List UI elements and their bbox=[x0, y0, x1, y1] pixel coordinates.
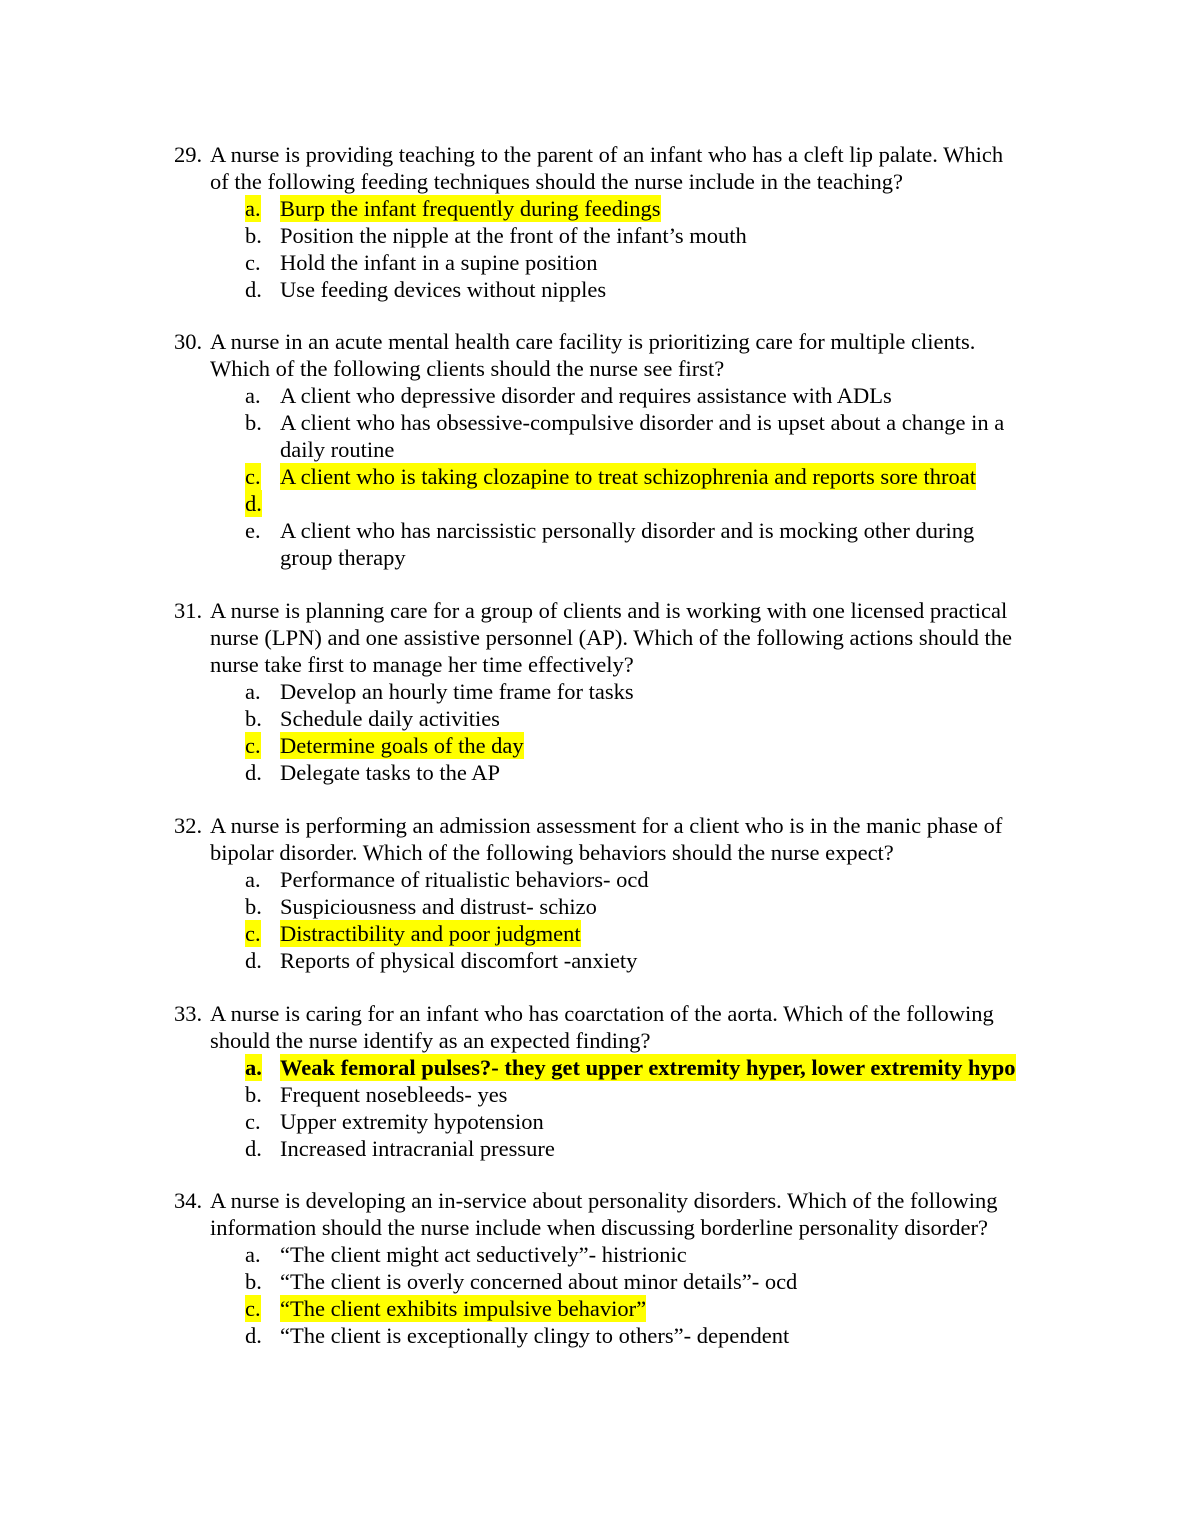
question-number: 30. bbox=[174, 329, 203, 354]
option-text: Distractibility and poor judgment bbox=[280, 921, 581, 946]
question-text: should the nurse identify as an expected finding? bbox=[210, 1028, 651, 1053]
option-letter: c. bbox=[245, 921, 261, 946]
option-text: Suspiciousness and distrust- schizo bbox=[280, 894, 597, 919]
option-letter: d. bbox=[245, 491, 262, 516]
question-text: bipolar disorder. Which of the following behaviors should the nurse expect? bbox=[210, 840, 894, 865]
option-text: “The client might act seductively”- histrionic bbox=[280, 1242, 687, 1267]
question-text: A nurse is providing teaching to the parent of an infant who has a cleft lip palate. Which bbox=[210, 142, 1004, 167]
option-text: A client who has narcissistic personally disorder and is mocking other during bbox=[280, 518, 975, 543]
answer-highlight bbox=[259, 1055, 281, 1081]
question-text: nurse (LPN) and one assistive personnel (AP). Which of the following actions should the bbox=[210, 625, 1012, 650]
option-letter: b. bbox=[245, 706, 262, 731]
question-number: 34. bbox=[174, 1188, 203, 1213]
option-text: Determine goals of the day bbox=[280, 733, 524, 758]
option-letter: a. bbox=[245, 679, 261, 704]
option-letter: a. bbox=[245, 383, 261, 408]
option-letter: e. bbox=[245, 518, 261, 543]
option-letter: c. bbox=[245, 1296, 261, 1321]
question-number: 32. bbox=[174, 813, 203, 838]
question-text: A nurse is performing an admission assessment for a client who is in the manic phase of bbox=[210, 813, 1003, 838]
option-text: Hold the infant in a supine position bbox=[280, 250, 598, 275]
option-text: Weak femoral pulses?- they get upper extremity hyper, lower extremity hypo bbox=[280, 1055, 1016, 1080]
answer-highlight bbox=[259, 733, 281, 759]
option-letter: d. bbox=[245, 760, 262, 785]
option-text: Burp the infant frequently during feedings bbox=[280, 196, 661, 221]
option-text: A client who has obsessive-compulsive disorder and is upset about a change in a bbox=[280, 410, 1005, 435]
option-letter: d. bbox=[245, 277, 262, 302]
option-text: Position the nipple at the front of the infant’s mouth bbox=[280, 223, 747, 248]
option-text: Frequent nosebleeds- yes bbox=[280, 1082, 508, 1107]
option-letter: b. bbox=[245, 894, 262, 919]
question-text: nurse take first to manage her time effectively? bbox=[210, 652, 634, 677]
option-letter: d. bbox=[245, 948, 262, 973]
answer-highlight bbox=[259, 921, 281, 947]
question-text: Which of the following clients should the nurse see first? bbox=[210, 356, 725, 381]
option-letter: a. bbox=[245, 1055, 262, 1080]
question-text: A nurse is caring for an infant who has coarctation of the aorta. Which of the following bbox=[210, 1001, 994, 1026]
question-number: 29. bbox=[174, 142, 203, 167]
question-text: of the following feeding techniques should the nurse include in the teaching? bbox=[210, 169, 903, 194]
option-text: A client who depressive disorder and requires assistance with ADLs bbox=[280, 383, 892, 408]
option-text: Schedule daily activities bbox=[280, 706, 500, 731]
option-text: Performance of ritualistic behaviors- ocd bbox=[280, 867, 649, 892]
option-letter: b. bbox=[245, 1269, 262, 1294]
question-text: information should the nurse include when discussing borderline personality disorder? bbox=[210, 1215, 988, 1240]
option-letter: c. bbox=[245, 733, 261, 758]
option-letter: c. bbox=[245, 250, 261, 275]
question-text: A nurse is planning care for a group of clients and is working with one licensed practical bbox=[210, 598, 1008, 623]
option-letter: d. bbox=[245, 1136, 262, 1161]
answer-highlight bbox=[259, 464, 281, 490]
option-letter: a. bbox=[245, 196, 261, 221]
option-text: Upper extremity hypotension bbox=[280, 1109, 544, 1134]
option-letter: a. bbox=[245, 1242, 261, 1267]
option-text: group therapy bbox=[280, 545, 406, 570]
option-text: Use feeding devices without nipples bbox=[280, 277, 607, 302]
option-letter: b. bbox=[245, 223, 262, 248]
option-text: Reports of physical discomfort -anxiety bbox=[280, 948, 638, 973]
question-number: 31. bbox=[174, 598, 203, 623]
option-letter: c. bbox=[245, 1109, 261, 1134]
question-number: 33. bbox=[174, 1001, 203, 1026]
answer-highlight bbox=[259, 196, 281, 222]
option-text: daily routine bbox=[280, 437, 395, 462]
option-letter: c. bbox=[245, 464, 261, 489]
option-text: “The client is exceptionally clingy to others”- dependent bbox=[280, 1323, 790, 1348]
option-text: Develop an hourly time frame for tasks bbox=[280, 679, 634, 704]
option-text: A client who is taking clozapine to treat schizophrenia and reports sore throat bbox=[280, 464, 977, 489]
option-letter: d. bbox=[245, 1323, 262, 1348]
question-text: A nurse is developing an in-service about personality disorders. Which of the following bbox=[210, 1188, 998, 1213]
answer-highlight bbox=[259, 1296, 281, 1322]
option-letter: a. bbox=[245, 867, 261, 892]
option-text: Increased intracranial pressure bbox=[280, 1136, 555, 1161]
option-letter: b. bbox=[245, 1082, 262, 1107]
option-text: “The client is overly concerned about minor details”- ocd bbox=[280, 1269, 798, 1294]
option-text: Delegate tasks to the AP bbox=[280, 760, 500, 785]
question-text: A nurse in an acute mental health care facility is prioritizing care for multiple clients. bbox=[210, 329, 976, 354]
option-text: “The client exhibits impulsive behavior” bbox=[280, 1296, 647, 1321]
option-letter: b. bbox=[245, 410, 262, 435]
